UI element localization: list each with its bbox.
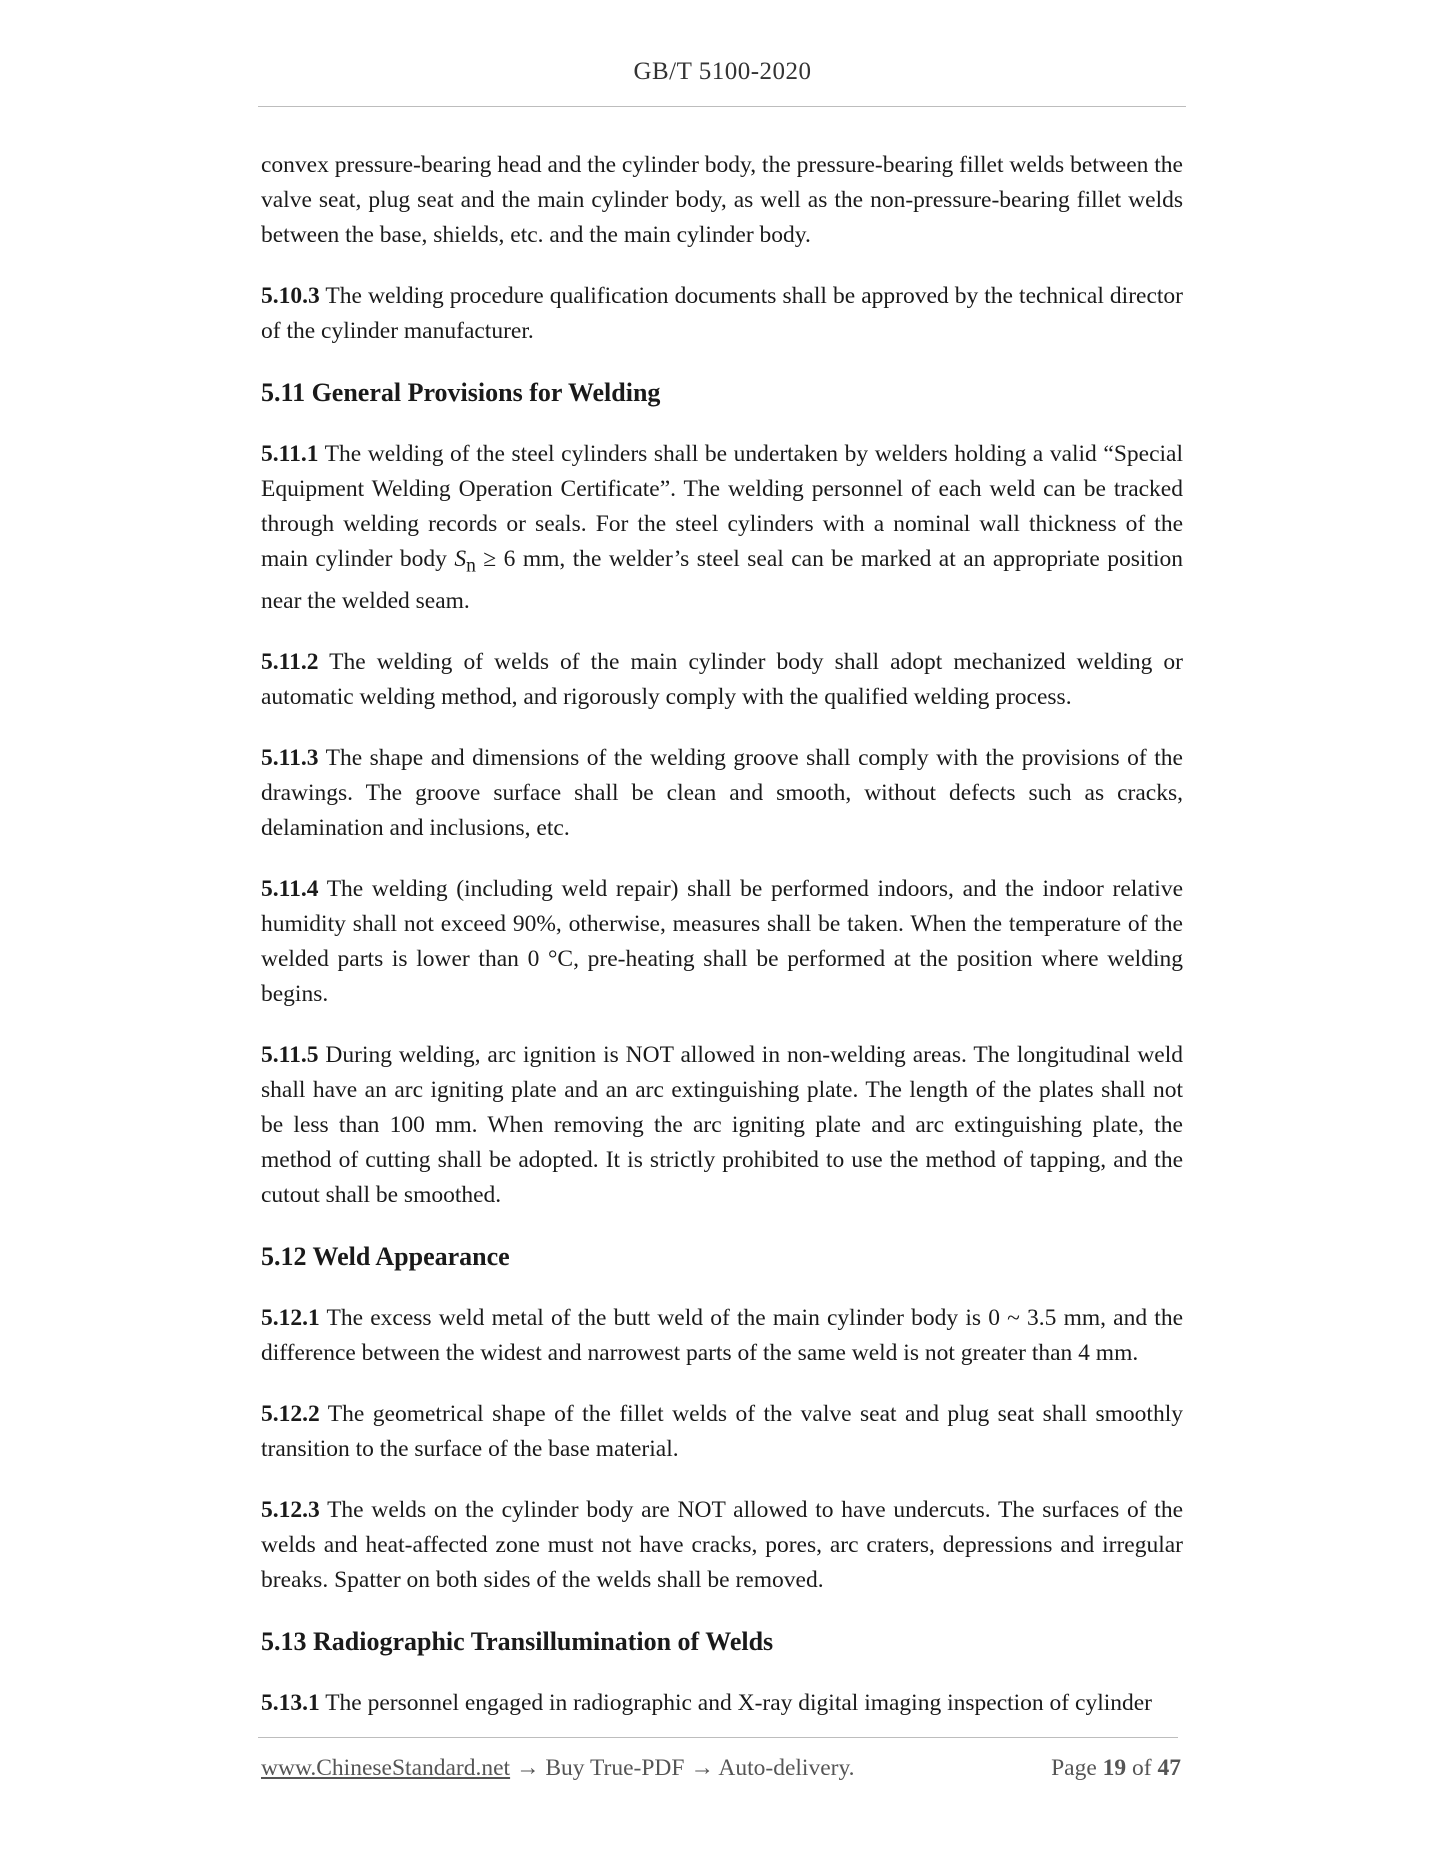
clause-number: 5.11.4: [261, 875, 319, 902]
section-heading-5-12: 5.12 Weld Appearance: [261, 1241, 510, 1271]
clause-number: 5.12.1: [261, 1304, 320, 1331]
clause-text: The welds on the cylinder body are NOT allowed to have undercuts. The surfaces of the welds and heat-affected zone must not have cracks, pores, arc craters, depressions and irregular breaks. Spatter on both sides of the welds shall be removed.: [261, 1496, 1183, 1593]
clause-number: 5.11.5: [261, 1041, 319, 1068]
clause-text: During welding, arc ignition is NOT allowed in non-welding areas. The longitudinal weld shall have an arc igniting plate and an arc extinguishing plate. The length of the plates shall not be less than 100 mm. When removing the arc igniting plate and arc extinguishing plate, the method of cutting shall be adopted. It is strictly prohibited to use the method of tapping, and the cutout shall be smoothed.: [261, 1041, 1183, 1208]
thickness-subscript: n: [466, 555, 476, 577]
clause-text: The shape and dimensions of the welding groove shall comply with the provisions of the drawings. The groove surface shall be clean and smooth, without defects such as cracks, delamination and inclusions, etc.: [261, 744, 1183, 841]
clause-5-12-2: [261, 1397, 1183, 1467]
document-body: [261, 148, 1183, 1747]
footer-promo: [261, 1755, 855, 1782]
header-divider: [258, 106, 1186, 107]
clause-number: 5.11.2: [261, 648, 319, 675]
clause-text: The welding of the steel cylinders shall be undertaken by welders holding a valid “Special Equipment Welding Operation Certificate”. The welding personnel of each weld can be tracked through welding records or seals. For the steel cylinders with a nominal wall thickness of the main cylinder body: [261, 441, 1183, 572]
clause-5-11-1: [261, 437, 1183, 619]
website-link[interactable]: www.ChineseStandard.net: [261, 1755, 511, 1781]
clause-5-11-4: [261, 872, 1183, 1012]
page-indicator: [1051, 1755, 1181, 1782]
paragraph-continuation: [261, 148, 1183, 253]
page-header-title: GB/T 5100-2020: [633, 58, 812, 85]
clause-text: The excess weld metal of the butt weld of the main cylinder body is 0 ~ 3.5 mm, and the difference between the widest and narrowest parts of the same weld is not greater than 4 mm.: [261, 1304, 1183, 1366]
clause-number: 5.13.1: [261, 1689, 320, 1716]
clause-number: 5.12.2: [261, 1400, 320, 1427]
clause-5-11-5: [261, 1038, 1183, 1213]
clause-5-10-3: [261, 279, 1183, 349]
footer-promo-text: → Buy True-PDF → Auto-delivery.: [510, 1755, 855, 1781]
thickness-symbol: S: [454, 546, 467, 572]
paragraph-text: convex pressure-bearing head and the cylinder body, the pressure-bearing fillet welds between the valve seat, plug seat and the main cylinder body, as well as the non-pressure-bearing fillet welds between the base, shields, etc. and the main cylinder body.: [261, 152, 1183, 248]
clause-number: 5.12.3: [261, 1496, 320, 1523]
clause-5-11-3: [261, 741, 1183, 846]
clause-number: 5.10.3: [261, 283, 320, 309]
clause-text: The welding of welds of the main cylinder body shall adopt mechanized welding or automatic welding method, and rigorously comply with the qualified welding process.: [261, 648, 1183, 710]
clause-text: The welding procedure qualification documents shall be approved by the technical director of the cylinder manufacturer.: [261, 283, 1183, 344]
section-heading-5-11: 5.11 General Provisions for Welding: [261, 378, 661, 407]
of-label: of: [1132, 1755, 1152, 1781]
clause-5-11-2: [261, 645, 1183, 715]
section-heading-5-13: 5.13 Radiographic Transillumination of Welds: [261, 1626, 774, 1656]
clause-5-12-3: [261, 1493, 1183, 1598]
clause-text-continued: ≥ 6 mm, the welder’s steel seal can be marked at an appropriate position near the welded seam.: [261, 546, 1183, 614]
page-label: Page: [1051, 1755, 1097, 1781]
clause-text: The geometrical shape of the fillet welds of the valve seat and plug seat shall smoothly transition to the surface of the base material.: [261, 1400, 1183, 1462]
footer-divider: [258, 1737, 1178, 1738]
current-page-number: 19: [1102, 1755, 1127, 1781]
clause-text: The personnel engaged in radiographic and X-ray digital imaging inspection of cylinder: [319, 1689, 1153, 1716]
clause-number: 5.11.3: [261, 744, 319, 771]
total-pages-number: 47: [1157, 1755, 1181, 1781]
clause-5-12-1: [261, 1301, 1183, 1371]
clause-text: The welding (including weld repair) shall be performed indoors, and the indoor relative humidity shall not exceed 90%, otherwise, measures shall be taken. When the temperature of the welded parts is lower than 0 °C, pre-heating shall be performed at the position where welding begins.: [261, 875, 1183, 1007]
clause-number: 5.11.1: [261, 441, 319, 467]
clause-5-13-1: [261, 1686, 1183, 1721]
